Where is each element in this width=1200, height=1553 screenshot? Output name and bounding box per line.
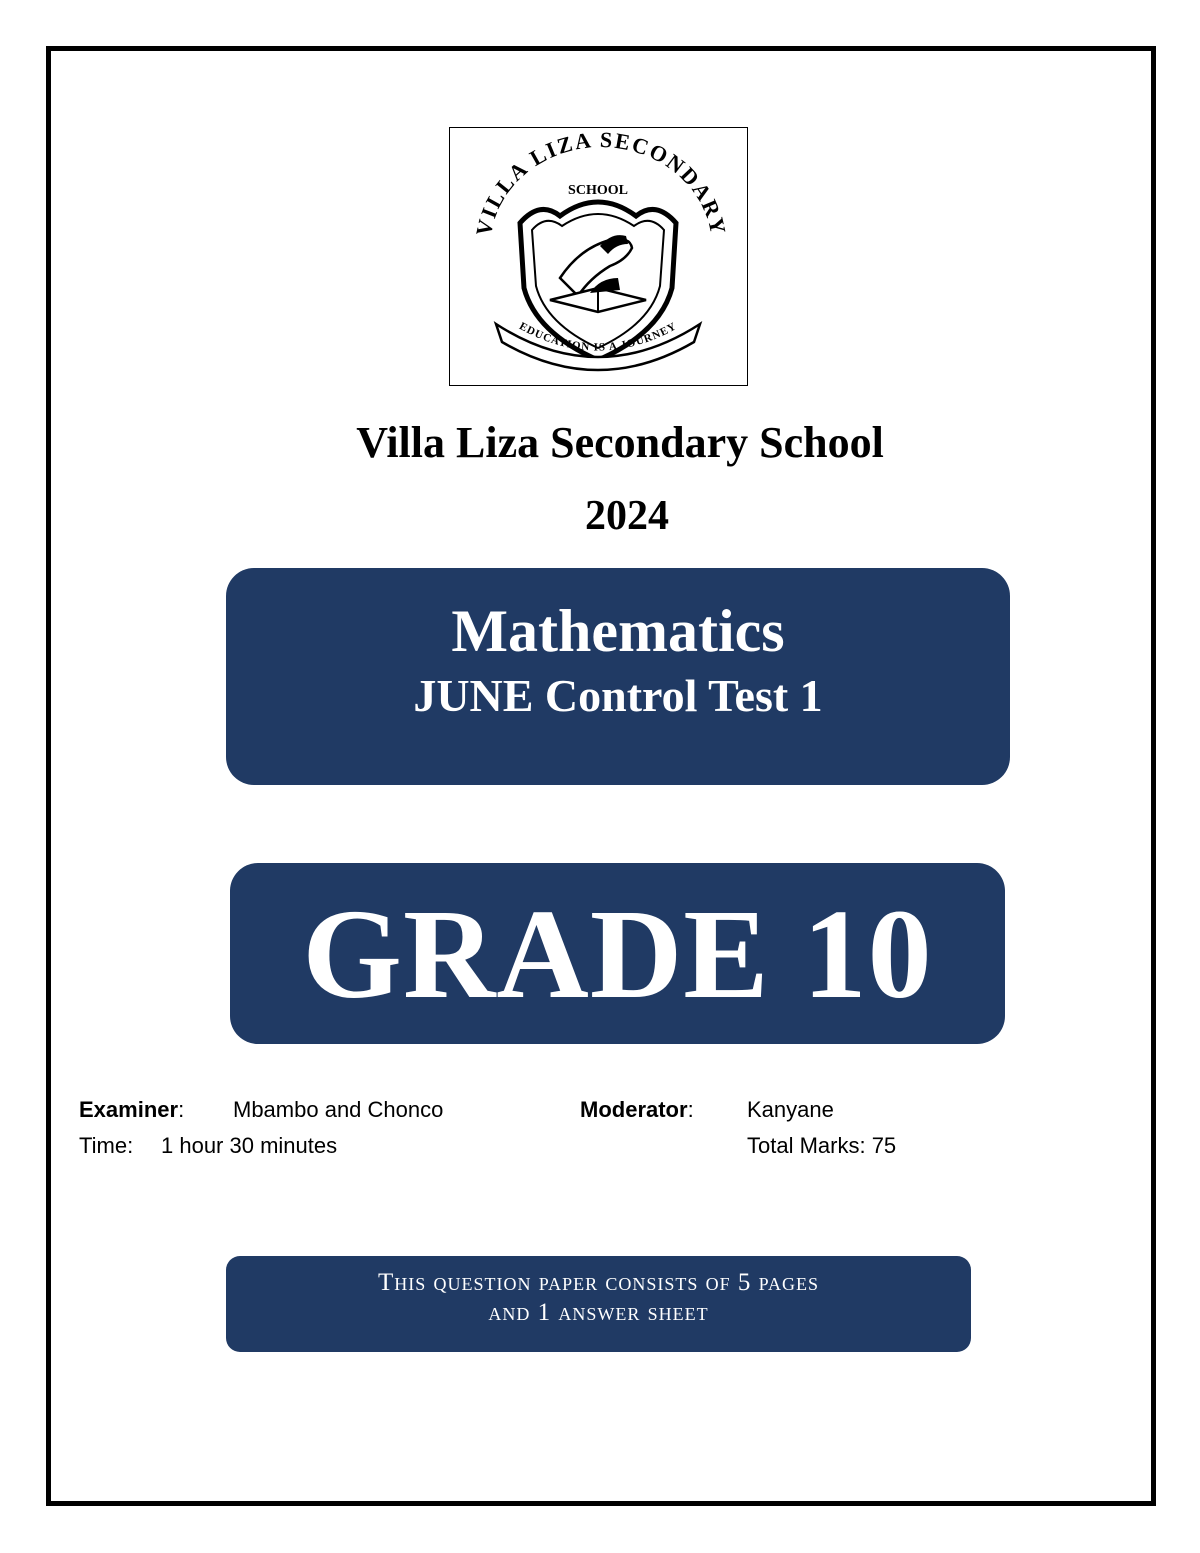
school-logo (449, 127, 748, 386)
school-crest-icon (450, 128, 747, 385)
school-name: Villa Liza Secondary School (356, 418, 884, 467)
page-count-line-2: and 1 answer sheet (488, 1299, 709, 1326)
page-count-banner (226, 1256, 971, 1352)
logo-top-text: VILLA LIZA SECONDARY (470, 128, 732, 239)
time-label: Time: (79, 1133, 134, 1158)
total-marks: Total Marks: 75 (747, 1133, 897, 1158)
exam-year: 2024 (585, 493, 669, 539)
page-count-line-1: This question paper consists of 5 pages (377, 1269, 820, 1296)
moderator-colon: : (687, 1097, 694, 1122)
moderator-value: Kanyane (747, 1097, 834, 1122)
moderator-label-group (580, 1097, 694, 1123)
moderator-label: Moderator (580, 1097, 688, 1122)
logo-motto-text: EDUCATION IS A JOURNEY (517, 320, 679, 354)
time-value: 1 hour 30 minutes (161, 1133, 338, 1158)
subject-title: Mathematics (451, 598, 785, 664)
grade-banner (230, 863, 1005, 1044)
test-name: JUNE Control Test 1 (413, 670, 823, 721)
examiner-label-group (79, 1097, 184, 1123)
page-count-note (226, 1268, 971, 1328)
examiner-value: Mbambo and Chonco (233, 1097, 444, 1122)
examiner-colon: : (178, 1097, 185, 1122)
logo-inner-text: SCHOOL (568, 183, 628, 198)
examiner-label: Examiner (79, 1097, 179, 1122)
subject-banner (226, 568, 1010, 785)
grade-title: GRADE 10 (302, 883, 933, 1025)
